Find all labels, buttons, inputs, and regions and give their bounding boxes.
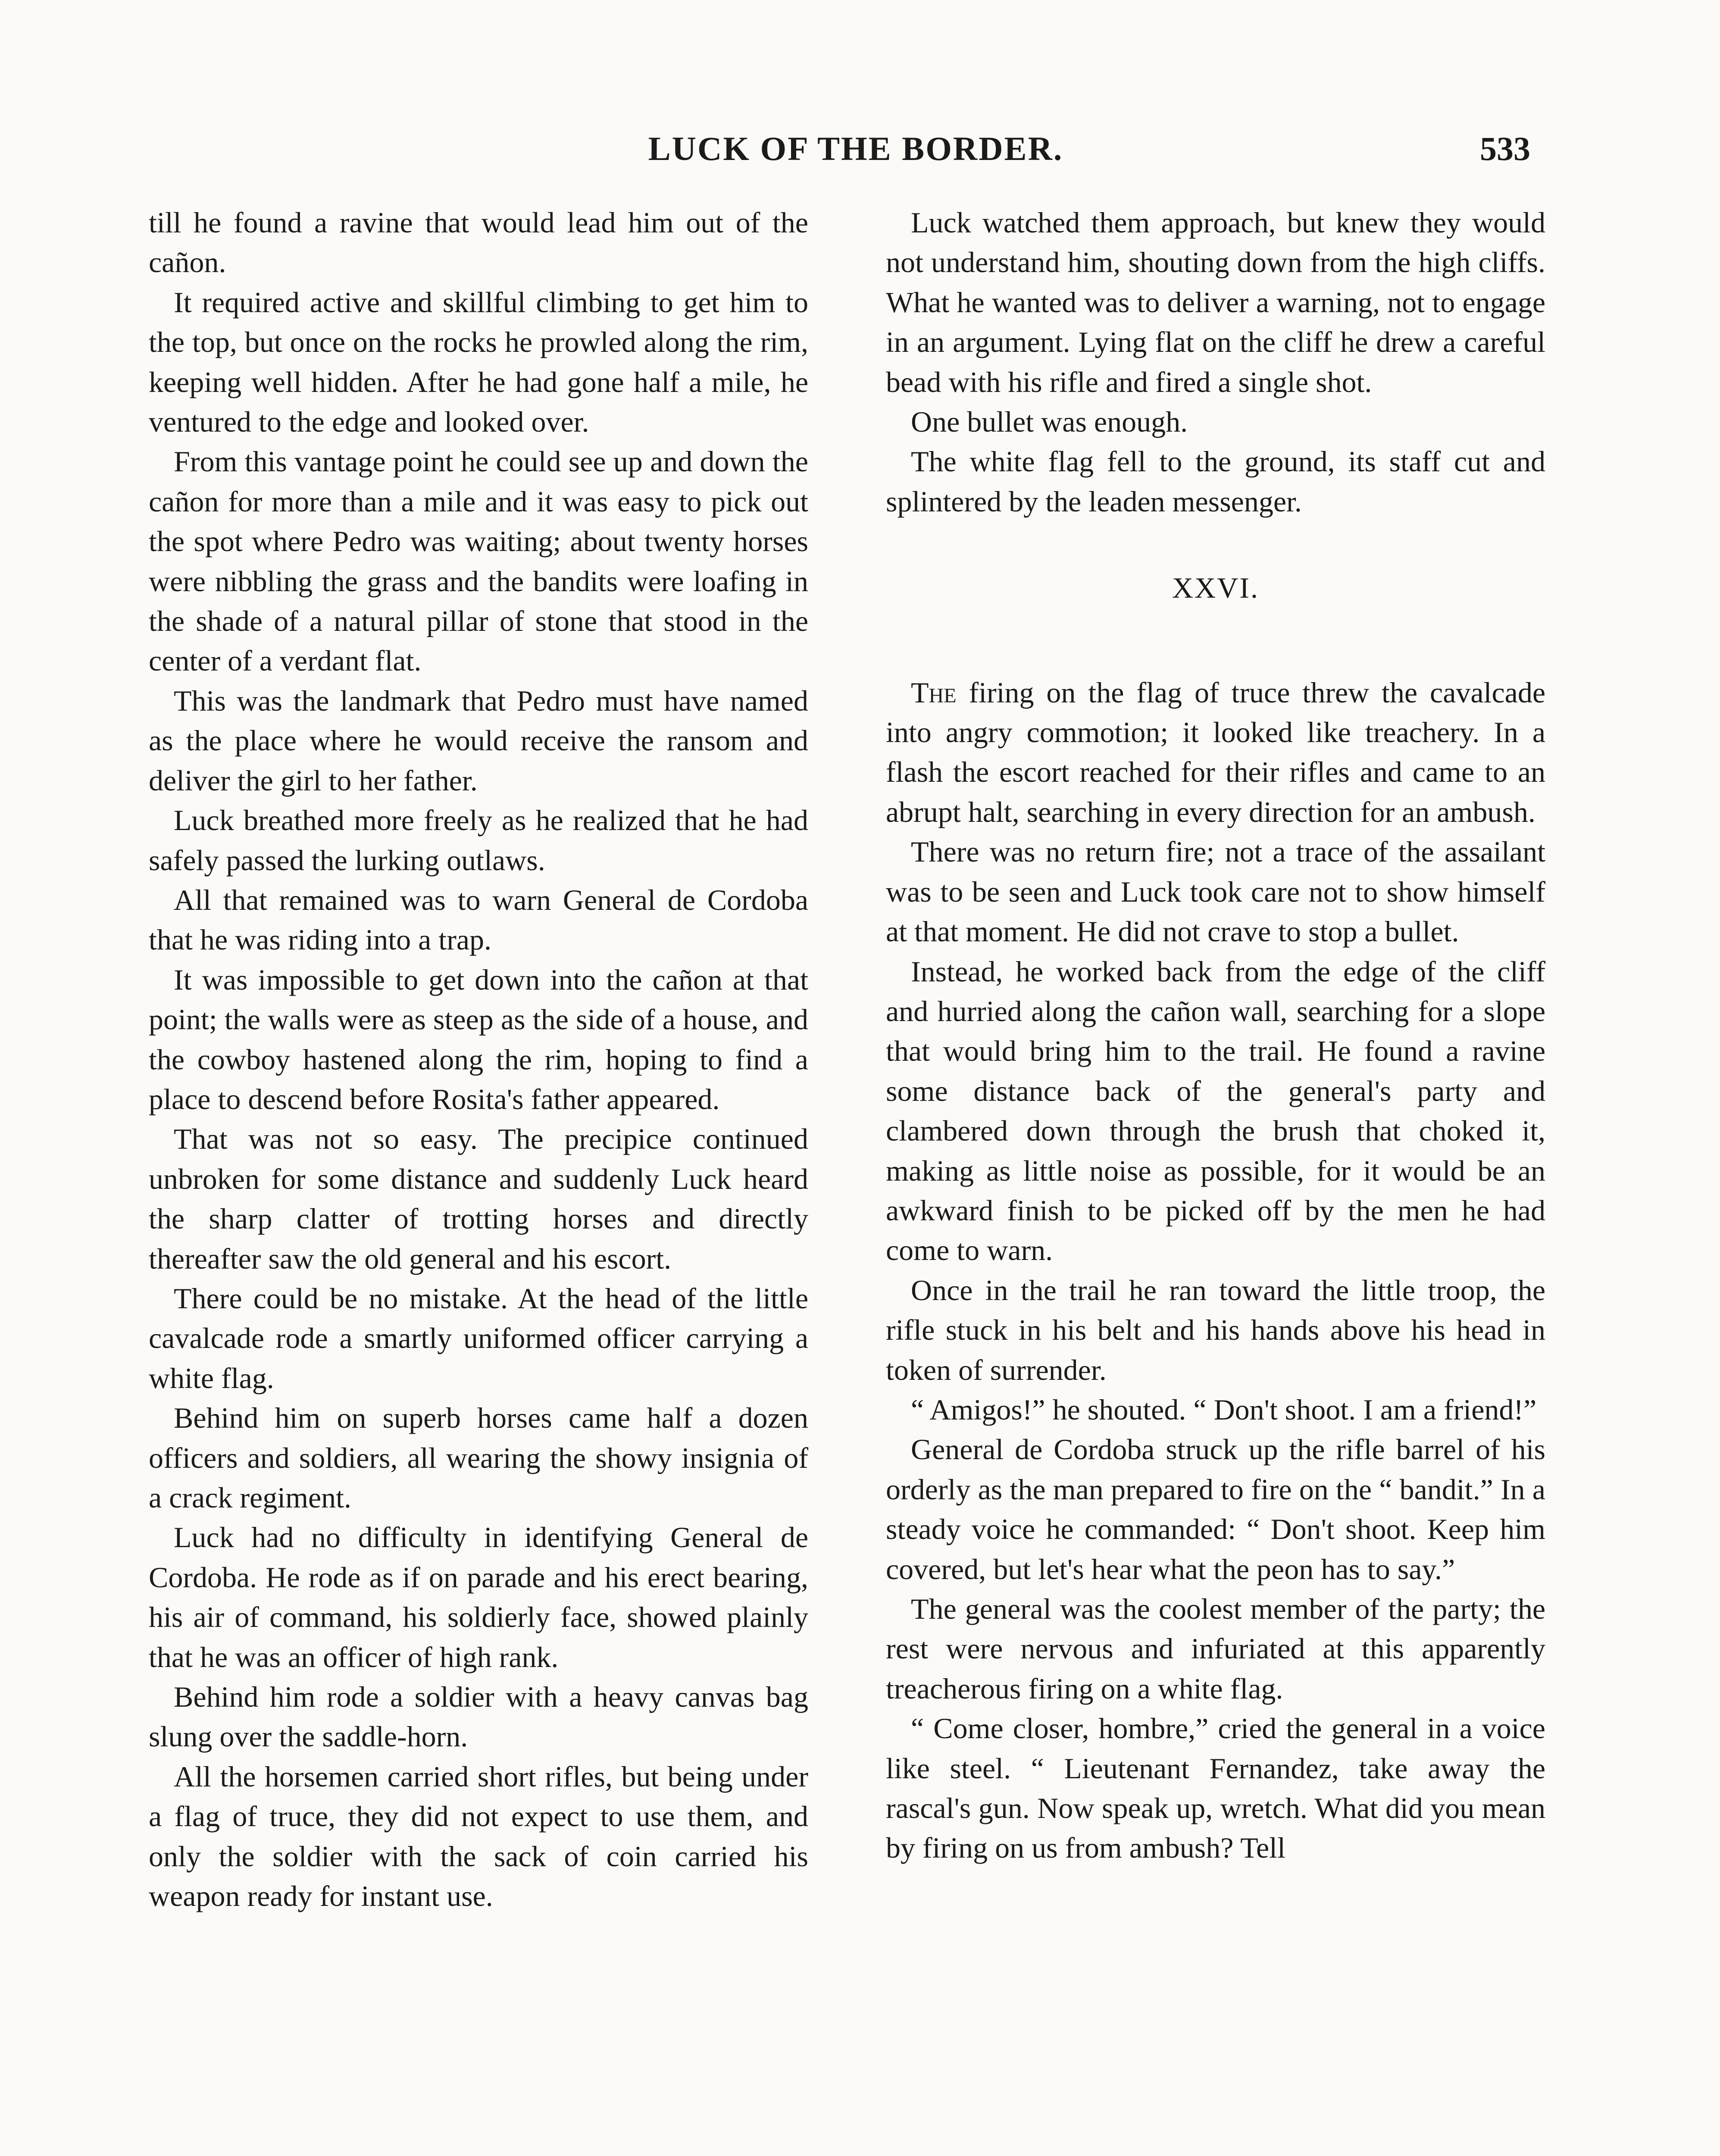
paragraph: Once in the trail he ran toward the little troop, the rifle stuck in his belt and his hands above his head in token of surrender.: [886, 1273, 1545, 1386]
paragraph: There could be no mistake. At the head of the little cavalcade rode a smartly uniformed officer carrying a white flag.: [149, 1282, 808, 1395]
paragraph: General de Cordoba struck up the rifle barrel of his orderly as the man prepared to fire on the “ bandit.” In a steady voice he commanded: “ Don't shoot. Keep him covered, but let's hear what the peon has to say.”: [886, 1433, 1545, 1586]
page-header: [181, 129, 1530, 181]
running-title: LUCK OF THE BORDER.: [648, 130, 1063, 167]
paragraph: The general was the coolest member of the party; the rest were nervous and infuriated at this apparently treacherous firing on a white flag.: [886, 1592, 1545, 1705]
paragraph: till he found a ravine that would lead him out of the cañon.: [149, 206, 808, 279]
paragraph: All the horsemen carried short rifles, but being under a flag of truce, they did not expect to use them, and only the soldier with the sack of coin carried his weapon ready for instant use.: [149, 1760, 808, 1913]
page-number: 533: [1480, 130, 1530, 167]
paragraph: Luck watched them approach, but knew they would not understand him, shouting down from the high cliffs. What he wanted was to deliver a warning, not to engage in an argument. Lying flat on the cliff he drew a careful bead with his rifle and fired a single shot.: [886, 206, 1545, 398]
chapter-first-rest: firing on the flag of truce threw the cavalcade into angry commotion; it looked like treachery. In a flash the escort reached for their rifles and came to an abrupt halt, searching in every direction for an ambush.: [886, 676, 1545, 828]
paragraph: The white flag fell to the ground, its staff cut and splintered by the leaden messenger.: [886, 445, 1545, 518]
paragraph: It was impossible to get down into the cañon at that point; the walls were as steep as the side of a house, and the cowboy hastened along the rim, hoping to find a place to descend before Rosita's father appeared.: [149, 963, 808, 1116]
chapter-opening-paragraph: [886, 673, 1545, 832]
paragraph: This was the landmark that Pedro must have named as the place where he would receive the ransom and deliver the girl to her father.: [149, 684, 808, 797]
right-column-after-chapter: [886, 832, 1545, 1868]
paragraph: From this vantage point he could see up and down the cañon for more than a mile and it was easy to pick out the spot where Pedro was waiting; about twenty horses were nibbling the grass and the bandits were loafing in the shade of a natural pillar of stone that stood in the center of a verdant flat.: [149, 445, 808, 677]
paragraph: It required active and skillful climbing to get him to the top, but once on the rocks he prowled along the rim, keeping well hidden. After he had gone half a mile, he ventured to the edge and looked over.: [149, 285, 808, 439]
paragraph: Behind him rode a soldier with a heavy canvas bag slung over the saddle-horn.: [149, 1680, 808, 1753]
right-column-before-chapter: [886, 203, 1545, 521]
paragraph: Behind him on superb horses came half a dozen officers and soldiers, all wearing the showy insignia of a crack regiment.: [149, 1401, 808, 1514]
paragraph: “ Amigos!” he shouted. “ Don't shoot. I am a friend!”: [911, 1393, 1537, 1426]
right-column: [886, 203, 1545, 2156]
paragraph: Luck had no difficulty in identifying General de Cordoba. He rode as if on parade and his erect bearing, his air of command, his soldierly face, showed plainly that he was an officer of high rank.: [149, 1521, 808, 1673]
paragraph: All that remained was to warn General de Cordoba that he was riding into a trap.: [149, 883, 808, 956]
chapter-first-word: The: [911, 676, 957, 709]
paragraph: Luck breathed more freely as he realized that he had safely passed the lurking outlaws.: [149, 804, 808, 877]
paragraph: Instead, he worked back from the edge of the cliff and hurried along the cañon wall, searching for a slope that would bring him to the trail. He found a ravine some distance back of the general's party and clambered down through the brush that choked it, making as little noise as possible, for it would be an awkward finish to be picked off by the men he had come to warn.: [886, 955, 1545, 1267]
paragraph: One bullet was enough.: [911, 405, 1188, 439]
paragraph: There was no return fire; not a trace of the assailant was to be seen and Luck took care not to show himself at that moment. He did not crave to stop a bullet.: [886, 835, 1545, 948]
paragraph: That was not so easy. The precipice continued unbroken for some distance and suddenly Luck heard the sharp clatter of trotting horses and directly thereafter saw the old general and his escort.: [149, 1122, 808, 1275]
left-column: [149, 203, 808, 2156]
paragraph: “ Come closer, hombre,” cried the general in a voice like steel. “ Lieutenant Fernandez, take away the rascal's gun. Now speak up, wretch. What did you mean by firing on us from ambush? Tell: [886, 1712, 1545, 1865]
chapter-heading: XXVI.: [1172, 571, 1259, 605]
